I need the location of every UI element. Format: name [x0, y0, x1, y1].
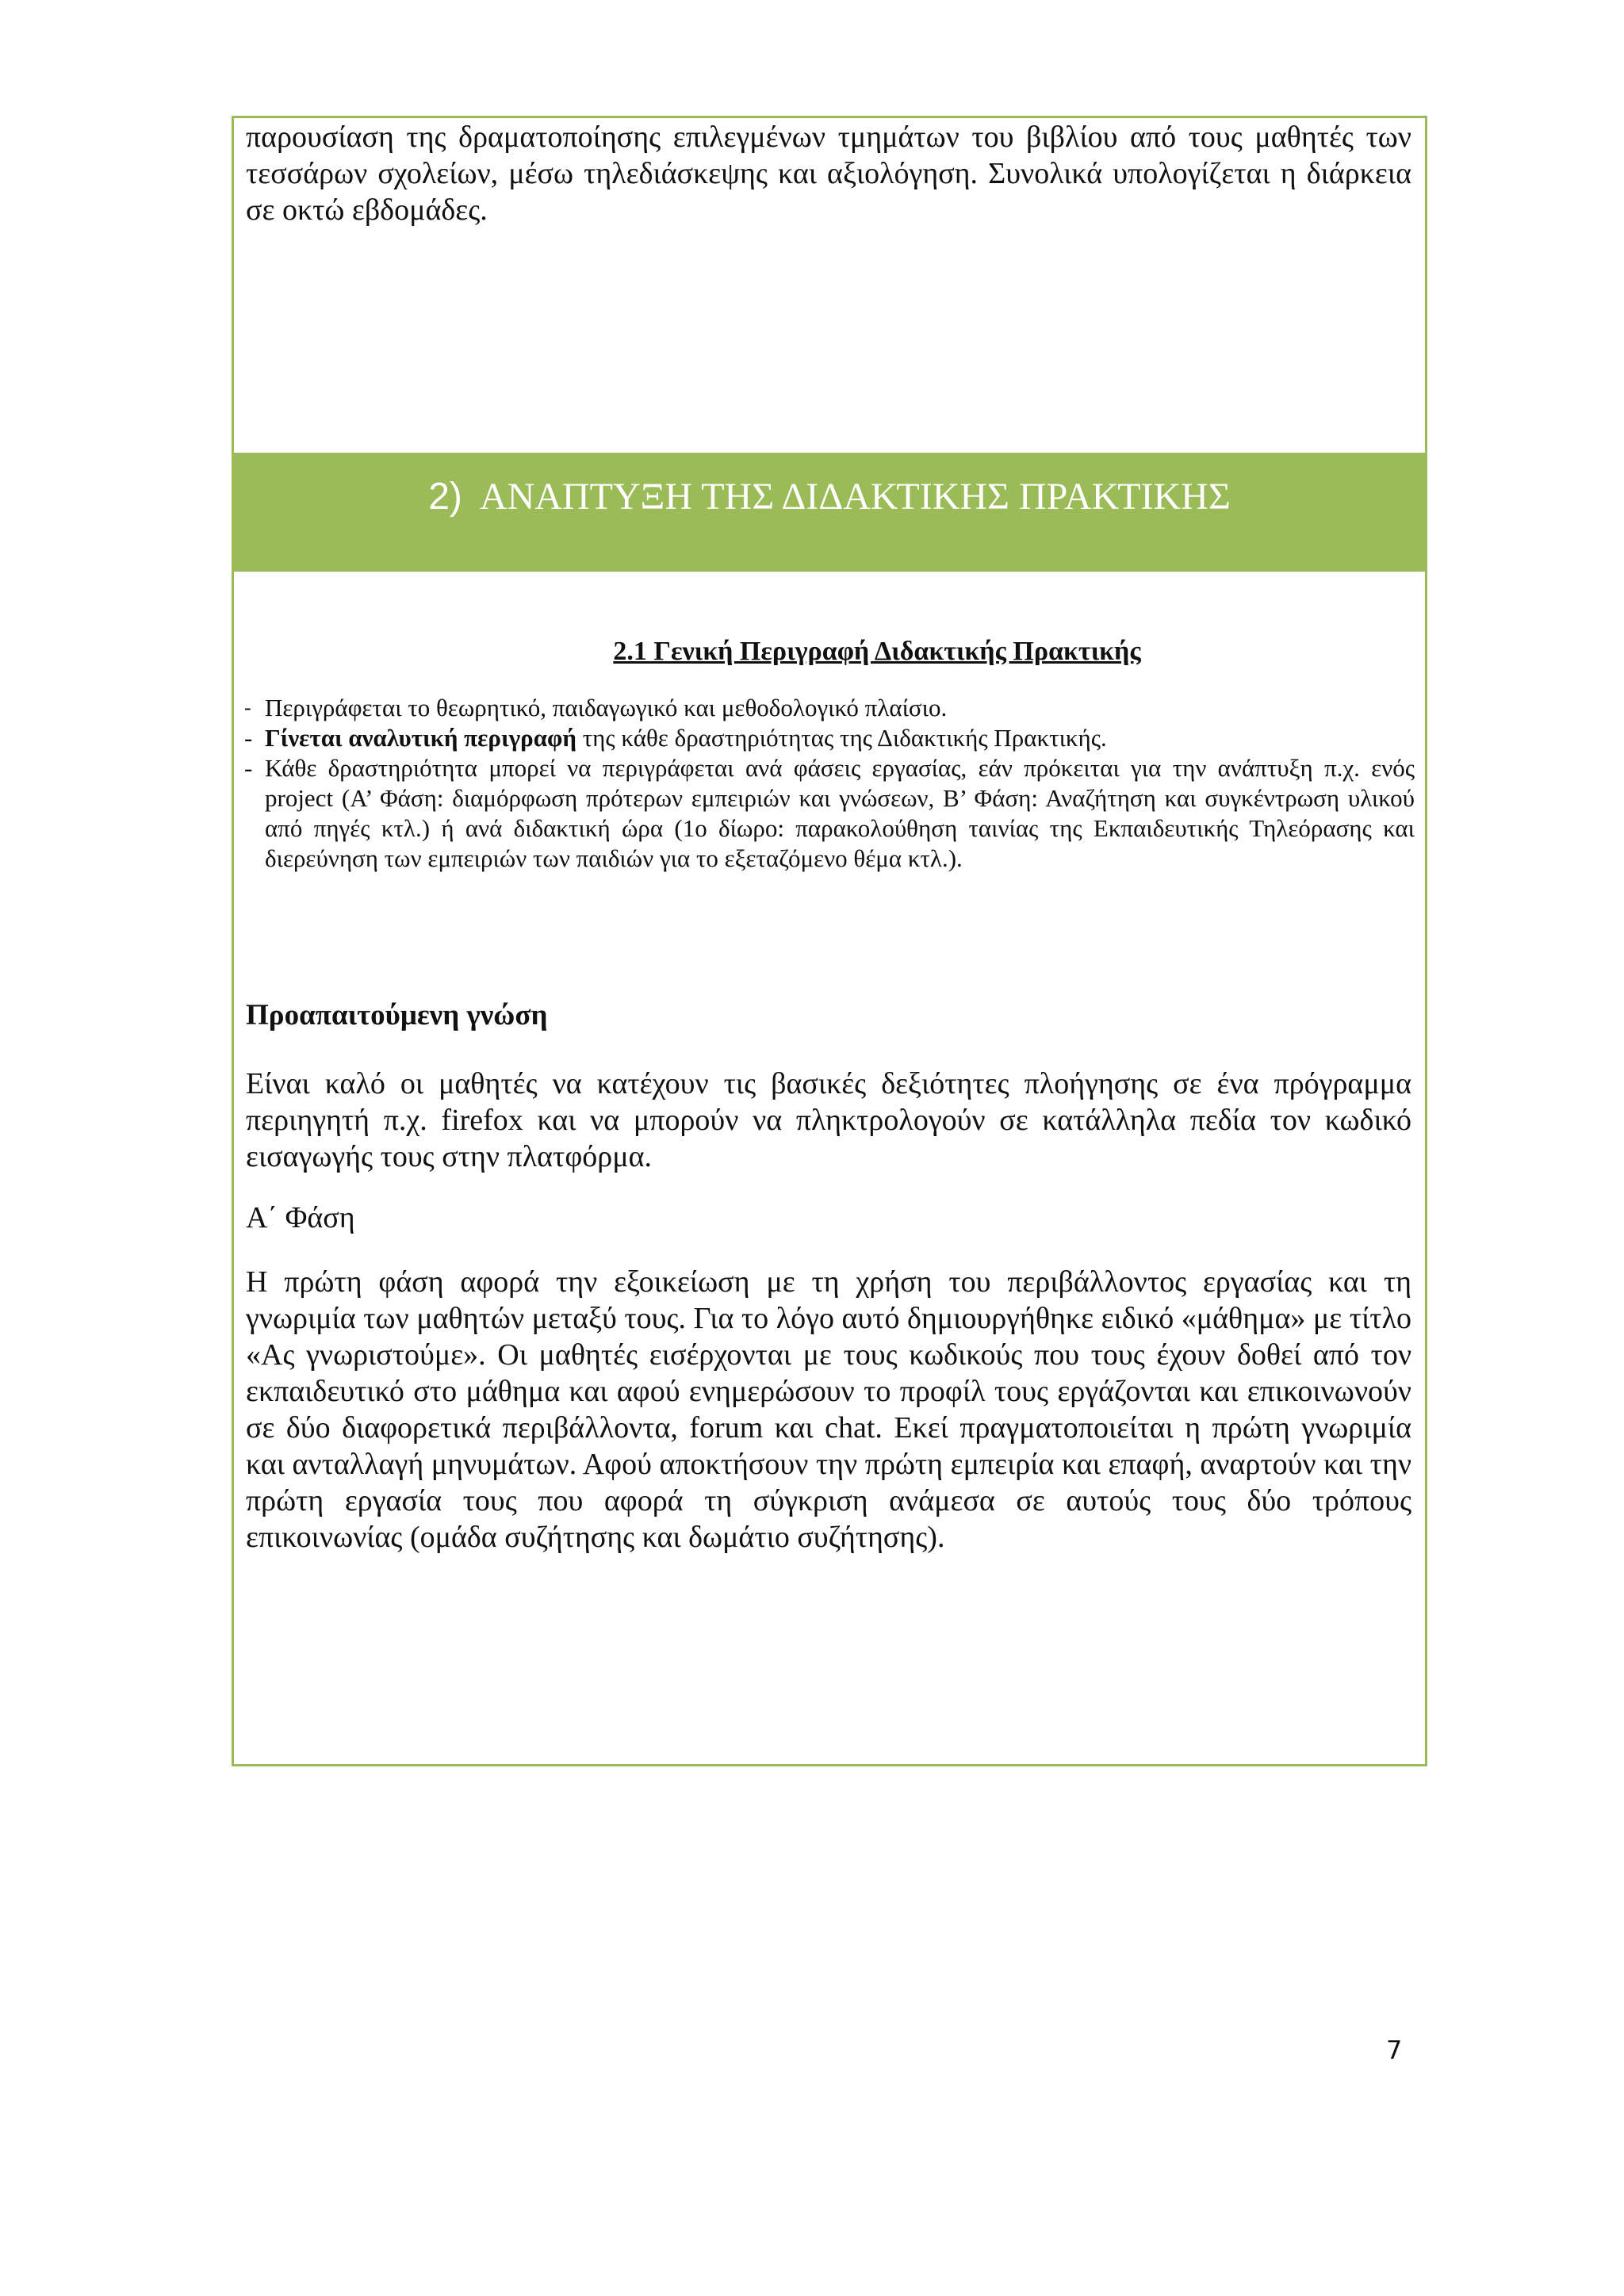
section-banner	[234, 453, 1425, 572]
section-number: 2)	[428, 476, 462, 518]
phase-paragraph: Η πρώτη φάση αφορά την εξοικείωση με τη χρήση του περιβάλλοντος εργασίας και τη γνωριμία των μαθητών μεταξύ τους. Για το λόγο αυτό δημιουργήθηκε ειδικό «μάθημα» με τίτλο «Ας γνωριστούμε». Οι μαθητές εισέρχονται με τους κωδικούς που τους έχουν δοθεί από τον εκπαιδευτικό στο μάθημα και αφού ενημερώσουν το προφίλ τους εργάζονται και επικοινωνούν σε δύο διαφορετικά περιβάλλοντα, forum και chat. Εκεί πραγματοποιείται η πρώτη γνωριμία και ανταλλαγή μηνυμάτων. Αφού αποκτήσουν την πρώτη εμπειρία και επαφή, αναρτούν και την πρώτη εργασία τους που αφορά τη σύγκριση ανάμεσα σε αυτούς τους δύο τρόπους επικοινωνίας (ομάδα συζήτησης και δωμάτιο συζήτησης).	[246, 1265, 1411, 1554]
intro-paragraph: παρουσίαση της δραματοποίησης επιλεγμένων τμημάτων του βιβλίου από τους μαθητές των τεσσάρων σχολείων, μέσω τηλεδιάσκεψης και αξιολόγηση. Συνολικά υπολογίζεται η διάρκεια σε οκτώ εβδομάδες.	[246, 121, 1411, 227]
list-item	[244, 723, 1415, 753]
bullet-bold-text: Γίνεται αναλυτική περιγραφή	[265, 724, 576, 752]
bullet-list	[244, 693, 1415, 874]
page-number: 7	[1386, 2035, 1403, 2065]
bullet-dash: -	[244, 754, 253, 782]
subsection-heading: 2.1 Γενική Περιγραφή Διδακτικής Πρακτικής	[613, 637, 1141, 666]
prerequisite-heading: Προαπαιτούμενη γνώση	[246, 999, 548, 1031]
bullet-dash: -	[244, 724, 253, 752]
bullet-text: της κάθε δραστηριότητας της Διδακτικής Πρακτικής.	[576, 724, 1107, 752]
bullet-text: Κάθε δραστηριότητα μπορεί να περιγράφεται ανά φάσεις εργασίας, εάν πρόκειται για την ανάπτυξη π.χ. ενός project (Α’ Φάση: διαμόρφωση πρότερων εμπειριών και γνώσεων, Β’ Φάση: Αναζήτηση και συγκέντρωση υλικού από πηγές κτλ.) ή ανά διδακτική ώρα (1ο δίωρο: παρακολούθηση ταινίας της Εκπαιδευτικής Τηλεόρασης και διερεύνηση των εμπειριών των παιδιών για το εξεταζόμενο θέμα κτλ.).	[265, 754, 1415, 872]
phase-label: Α΄ Φάση	[246, 1201, 355, 1234]
prerequisite-paragraph: Είναι καλό οι μαθητές να κατέχουν τις βασικές δεξιότητες πλοήγησης σε ένα πρόγραμμα περιηγητή π.χ. firefox και να μπορούν να πληκτρολογούν σε κατάλληλα πεδία τον κωδικό εισαγωγής τους στην πλατφόρμα.	[246, 1067, 1411, 1173]
list-item	[244, 693, 1415, 723]
section-title	[234, 473, 1425, 521]
list-item	[244, 753, 1415, 874]
bullet-dash: -	[244, 696, 251, 719]
section-title-text: ΑΝΑΠΤΥΞΗ ΤΗΣ ΔΙΔΑΚΤΙΚΗΣ ΠΡΑΚΤΙΚΗΣ	[479, 476, 1231, 518]
bullet-text: Περιγράφεται το θεωρητικό, παιδαγωγικό και μεθοδολογικό πλαίσιο.	[265, 694, 948, 721]
